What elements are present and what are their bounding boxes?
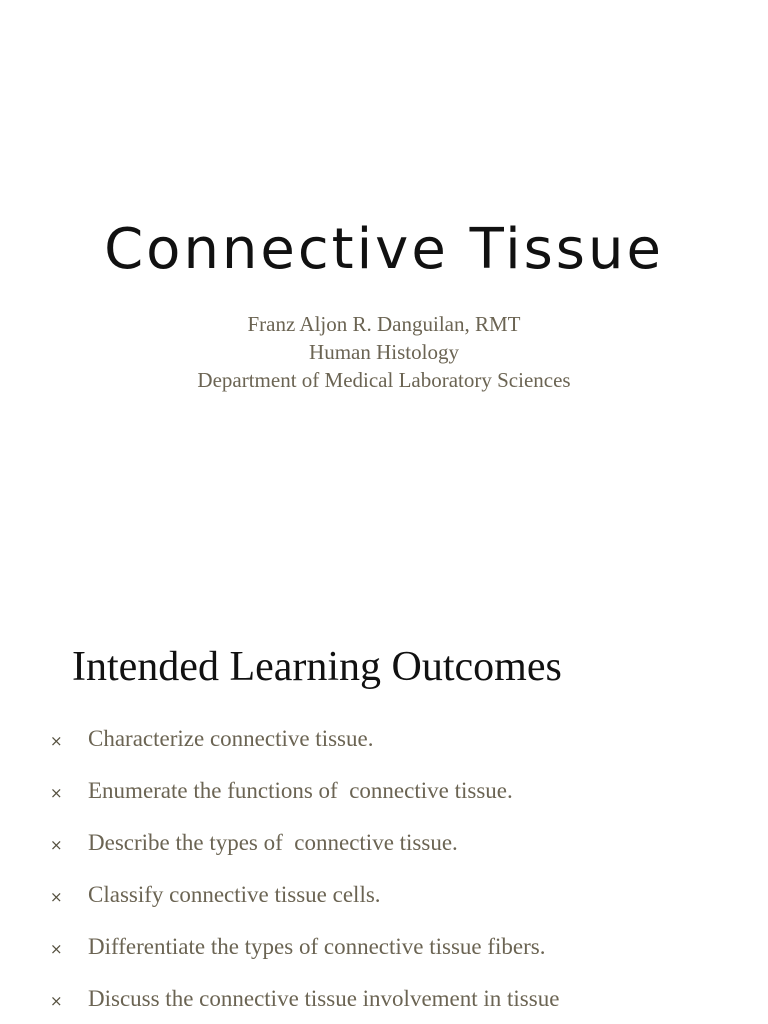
subtitle-block [0,310,768,394]
x-bullet-icon: × [50,732,63,750]
author-name: Franz Aljon R. Danguilan, RMT [247,312,521,336]
outcome-text: Classify connective tissue cells. [88,882,381,907]
learning-outcomes-slide [0,622,768,1024]
outcomes-heading: Intended Learning Outcomes [72,644,562,690]
list-item [0,726,768,778]
x-bullet-icon: × [50,784,63,802]
list-item [0,882,768,934]
x-bullet-icon: × [50,836,63,854]
slide-title: Connective Tissue [104,217,664,282]
x-bullet-icon: × [50,940,63,958]
list-item [0,778,768,830]
outcome-text: Describe the types of connective tissue. [88,830,458,855]
outcome-text: Discuss the connective tissue involvement in tissue [88,986,560,1011]
outcome-text: Enumerate the functions of connective tissue. [88,778,513,803]
list-item [0,830,768,882]
course-name: Human Histology [309,340,459,364]
x-bullet-icon: × [50,888,63,906]
list-item [0,934,768,986]
outcome-text: Characterize connective tissue. [88,726,374,751]
department-name: Department of Medical Laboratory Sciences [197,368,571,392]
outcomes-list [0,726,768,1024]
outcome-text: Differentiate the types of connective tissue fibers. [88,934,546,959]
x-bullet-icon: × [50,992,63,1010]
list-item [0,986,768,1024]
